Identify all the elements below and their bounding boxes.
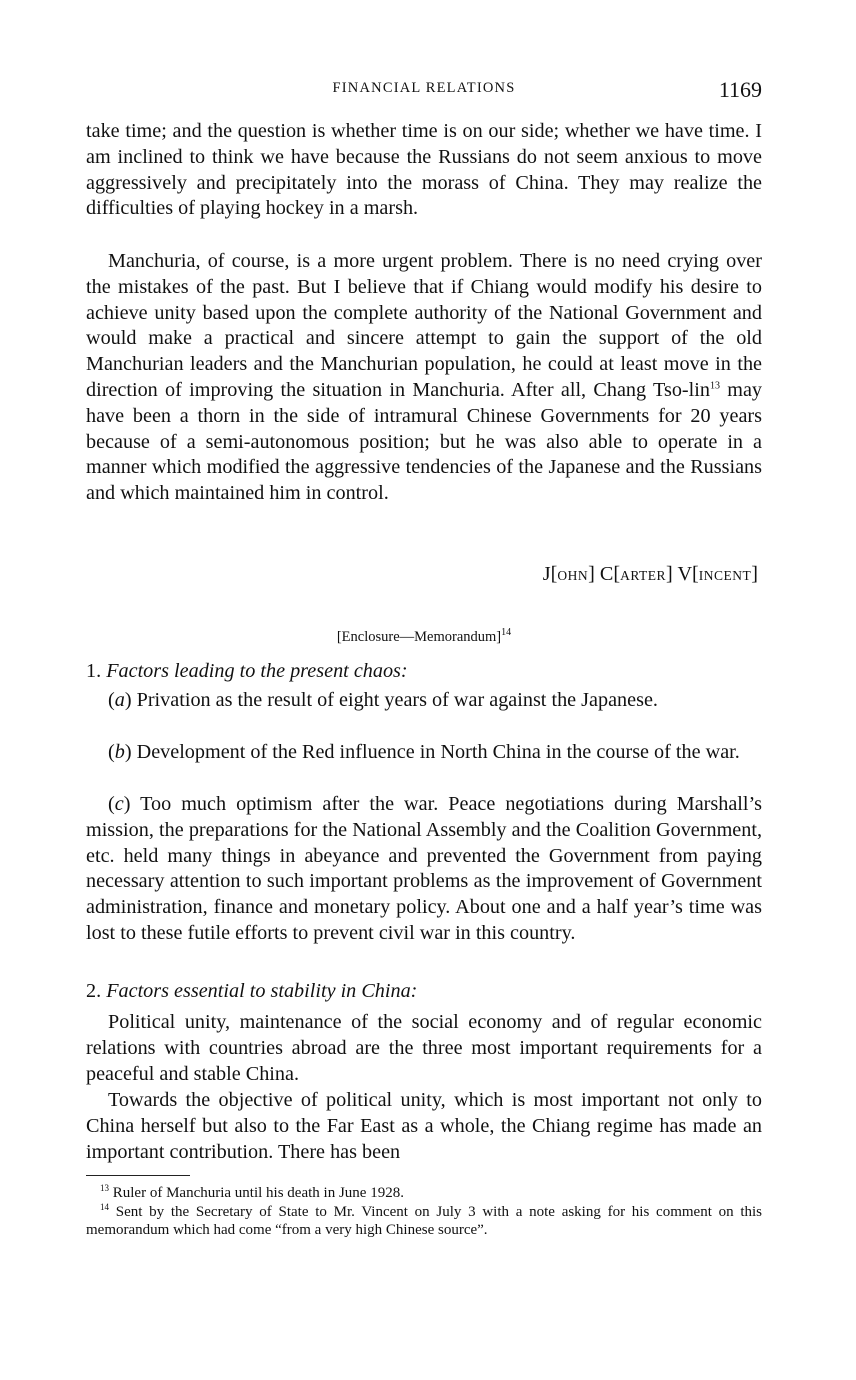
footnote-mark: 13: [100, 1183, 109, 1193]
footnote-mark: 14: [100, 1201, 109, 1212]
footnote-divider: [86, 1175, 190, 1176]
letter-paragraph-2: [86, 249, 762, 507]
letter-paragraph-2-text-b: may have been a thorn in the side of intramural Chinese Governments for 20 years because of a semi-autonomous position; but he was also able to operate in a manner which modified the aggressive tendencies of the Japanese and the Russians and which maintained him in control.: [86, 378, 763, 505]
footnote-ref-14[interactable]: 14: [501, 627, 512, 639]
footnote-text: Ruler of Manchuria until his death in June 1928.: [109, 1185, 404, 1201]
section-2-heading: [86, 979, 762, 1005]
section-1-heading: [86, 659, 762, 685]
letter-paragraph-1: take time; and the question is whether time is on our side; whether we have time. I am inclined to think we have because the Russians do not seem anxious to move aggressively and precipitately into the morass of China. They may realize the difficulties of playing hockey in a marsh.: [86, 120, 762, 220]
signature-part: J[: [542, 563, 558, 585]
section-number: 1.: [86, 660, 107, 682]
item-text: Development of the Red influence in North China in the course of the war.: [131, 741, 740, 763]
item-text: Privation as the result of eight years of war against the Japanese.: [131, 689, 658, 711]
footnotes: [86, 1184, 762, 1240]
signature-part: ] C[: [588, 563, 621, 585]
item-label: a: [114, 689, 125, 711]
section-number: 2.: [86, 980, 107, 1002]
section-heading-text: Factors leading to the present chaos:: [106, 660, 408, 682]
signature-part: INCENT: [698, 568, 752, 583]
signature: [543, 563, 758, 586]
signature-part: ] V[: [666, 563, 699, 585]
section-2-paragraph-2: Towards the objective of political unity, which is most important not only to China herself but also to the Far East as a whole, the Chiang regime has made an important contribution. There has been: [86, 1089, 762, 1163]
section-2-paragraph-1: Political unity, maintenance of the social economy and of regular economic relations with countries abroad are the three most important requirements for a peaceful and stable China.: [86, 1011, 762, 1085]
footnote-13: [86, 1184, 762, 1203]
signature-part: OHN: [557, 568, 589, 583]
footnote-text: Sent by the Secretary of State to Mr. Vincent on July 3 with a note asking for his comment on this memorandum which had come “from a very high Chinese source”.: [86, 1203, 762, 1239]
signature-part: ]: [751, 563, 758, 585]
running-head: [86, 78, 762, 102]
page-number: 1169: [718, 77, 762, 102]
footnote-14: [86, 1203, 762, 1240]
footnote-ref-13[interactable]: 13: [709, 380, 720, 392]
section-heading-text: Factors essential to stability in China:: [106, 980, 418, 1002]
enclosure-title-text: [Enclosure—Memorandum]: [336, 629, 502, 645]
section-1-item-a: (a) Privation as the result of eight years of war against the Japanese.: [108, 689, 658, 711]
section-1-item-c: (c) Too much optimism after the war. Peace negotiations during Marshall’s mission, the preparations for the National Assembly and the Coalition Government, etc. held many things in abeyance and prevented the Government from paying necessary attention to such important problems as the improvement of Government administration, finance and monetary policy. About one and a half year’s time was lost to these futile efforts to prevent civil war in this country.: [86, 793, 762, 944]
item-label: b: [114, 741, 125, 763]
item-text: Too much optimism after the war. Peace negotiations during Marshall’s mission, the preparations for the National Assembly and the Coalition Government, etc. held many things in abeyance and prevented the Government from paying necessary attention to such important problems as the improvement of Government administration, finance and monetary policy. About one and a half year’s time was lost to these futile efforts to prevent civil war in this country.: [86, 793, 762, 944]
letter-paragraph-2-text-a: Manchuria, of course, is a more urgent problem. There is no need crying over the mistakes of the past. But I believe that if Chiang would modify his desire to achieve unity based upon the complete authority of the National Government and would make a practical and sincere attempt to gain the support of the old Manchurian leaders and the Manchurian population, he could at least move in the direction of improving the situation in Manchuria. After all, Chang Tso-lin: [86, 250, 762, 401]
enclosure-title: [86, 629, 762, 646]
item-label: c: [114, 793, 124, 815]
running-title: FINANCIAL RELATIONS: [332, 80, 516, 96]
signature-part: ARTER: [620, 568, 667, 583]
section-1-item-b: (b) Development of the Red influence in North China in the course of the war.: [108, 741, 740, 763]
